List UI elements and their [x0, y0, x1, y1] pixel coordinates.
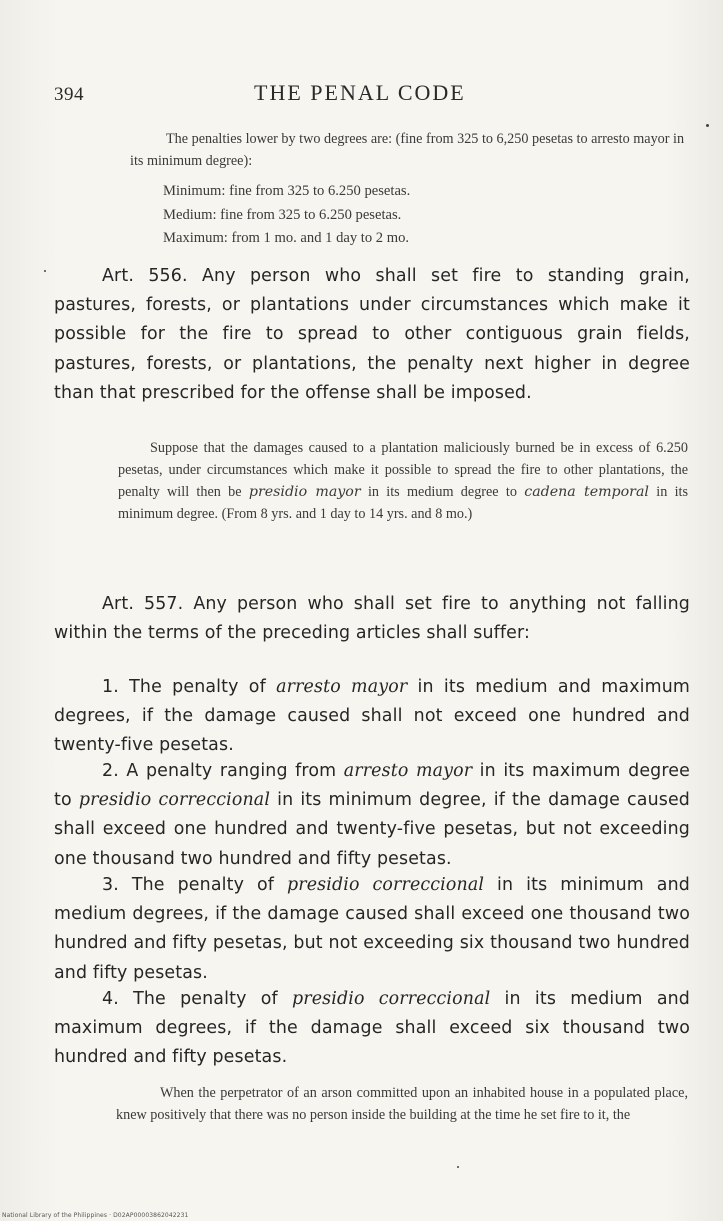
article-557-label: Art. 557.	[102, 594, 184, 614]
article-556-text: Any person who shall set fire to standing grain, pastures, forests, or plantations under circumstances which make it possible for the fire to spread to other contiguous grain fields, pastures, forests, or plantations, the penalty next higher in degree than that prescribed for the offense shall be imposed.	[54, 266, 690, 403]
scan-speck	[44, 270, 46, 272]
article-557-text: Any person who shall set fire to anything not falling within the terms of the preceding articles shall suffer:	[54, 594, 690, 644]
note-mid-part3: in its minimum degree. (From 8 yrs. and 1 day to 14 yrs. and 8 mo.)	[118, 484, 689, 522]
scan-speck	[457, 1166, 459, 1168]
item-text: in its minimum degree, if the damage caused shall exceed one hundred and twenty-five pesetas, but not exceeding one thousand two hundred and fifty pesetas.	[54, 790, 690, 869]
running-title: THE PENAL CODE	[254, 80, 466, 105]
note-arson-inhabited-house	[116, 1082, 688, 1126]
item-text: in its medium and maximum degrees, if the damage shall exceed six thousand two hundred and fifty pesetas.	[54, 989, 690, 1068]
note-mid-part1: Suppose that the damages caused to a plantation maliciously burned be in excess of 6.250 pesetas, under circumstances which make it possible to spread the fire to other plantations, the penalty will then be	[118, 440, 688, 500]
scan-speck	[706, 124, 709, 127]
penalty-scale-minimum: Minimum: fine from 325 to 6.250 pesetas.	[163, 183, 411, 199]
note-article-556-example	[118, 437, 688, 525]
note-penalties-lower	[130, 128, 690, 172]
item-text: The penalty of	[133, 989, 278, 1009]
scan-footer-credit: National Library of the Philippines · D02AP00003862042231	[2, 1212, 189, 1219]
note-bottom-text: When the perpetrator of an arson committed upon an inhabited house in a populated place, knew positively that there was no person inside the building at the time he set fire to it, the	[116, 1085, 688, 1123]
item-text: The penalty of	[129, 677, 266, 697]
note-mid-part2: in its medium degree to	[367, 484, 517, 500]
note-mid-term-presidio-mayor: presidio mayor	[248, 484, 361, 500]
item-number: 1.	[102, 677, 119, 697]
item-number: 4.	[102, 989, 119, 1009]
article-556	[54, 262, 690, 408]
item-text: The penalty of	[131, 875, 275, 895]
item-term: arresto mayor	[343, 761, 473, 781]
article-557-item-3	[54, 871, 690, 988]
item-text: in its maximum degree to	[54, 761, 690, 811]
item-term: arresto mayor	[276, 677, 408, 697]
item-text: A penalty ranging from	[126, 761, 337, 781]
item-term: presidio correccional	[291, 989, 491, 1009]
article-557-item-1	[54, 673, 690, 761]
item-text: in its medium and maximum degrees, if the damage caused shall not exceed one hundred and twenty-five pesetas.	[54, 677, 690, 756]
penalty-scale-medium: Medium: fine from 325 to 6.250 pesetas.	[163, 206, 402, 223]
item-text: in its minimum and medium degrees, if the damage caused shall exceed one thousand two hundred and fifty pesetas, but not exceeding six thousand two hundred and fifty pesetas.	[54, 875, 690, 983]
penalty-scale-maximum: Maximum: from 1 mo. and 1 day to 2 mo.	[163, 230, 410, 246]
note-mid-term-cadena-temporal: cadena temporal	[524, 484, 649, 500]
item-term: presidio correccional	[78, 790, 271, 811]
page-header	[54, 80, 694, 110]
item-number: 3.	[102, 875, 119, 895]
article-557-item-4	[54, 985, 690, 1073]
article-556-label: Art. 556.	[102, 266, 188, 286]
item-term: presidio correccional	[286, 875, 485, 895]
note-top-text: The penalties lower by two degrees are: (fine from 325 to 6,250 pesetas to arresto mayor in its minimum degree):	[130, 131, 685, 169]
page-number: 394	[54, 84, 84, 105]
penalty-scale-list	[163, 180, 683, 251]
article-557	[54, 590, 690, 648]
article-557-item-2	[54, 757, 690, 874]
item-number: 2.	[102, 761, 119, 781]
